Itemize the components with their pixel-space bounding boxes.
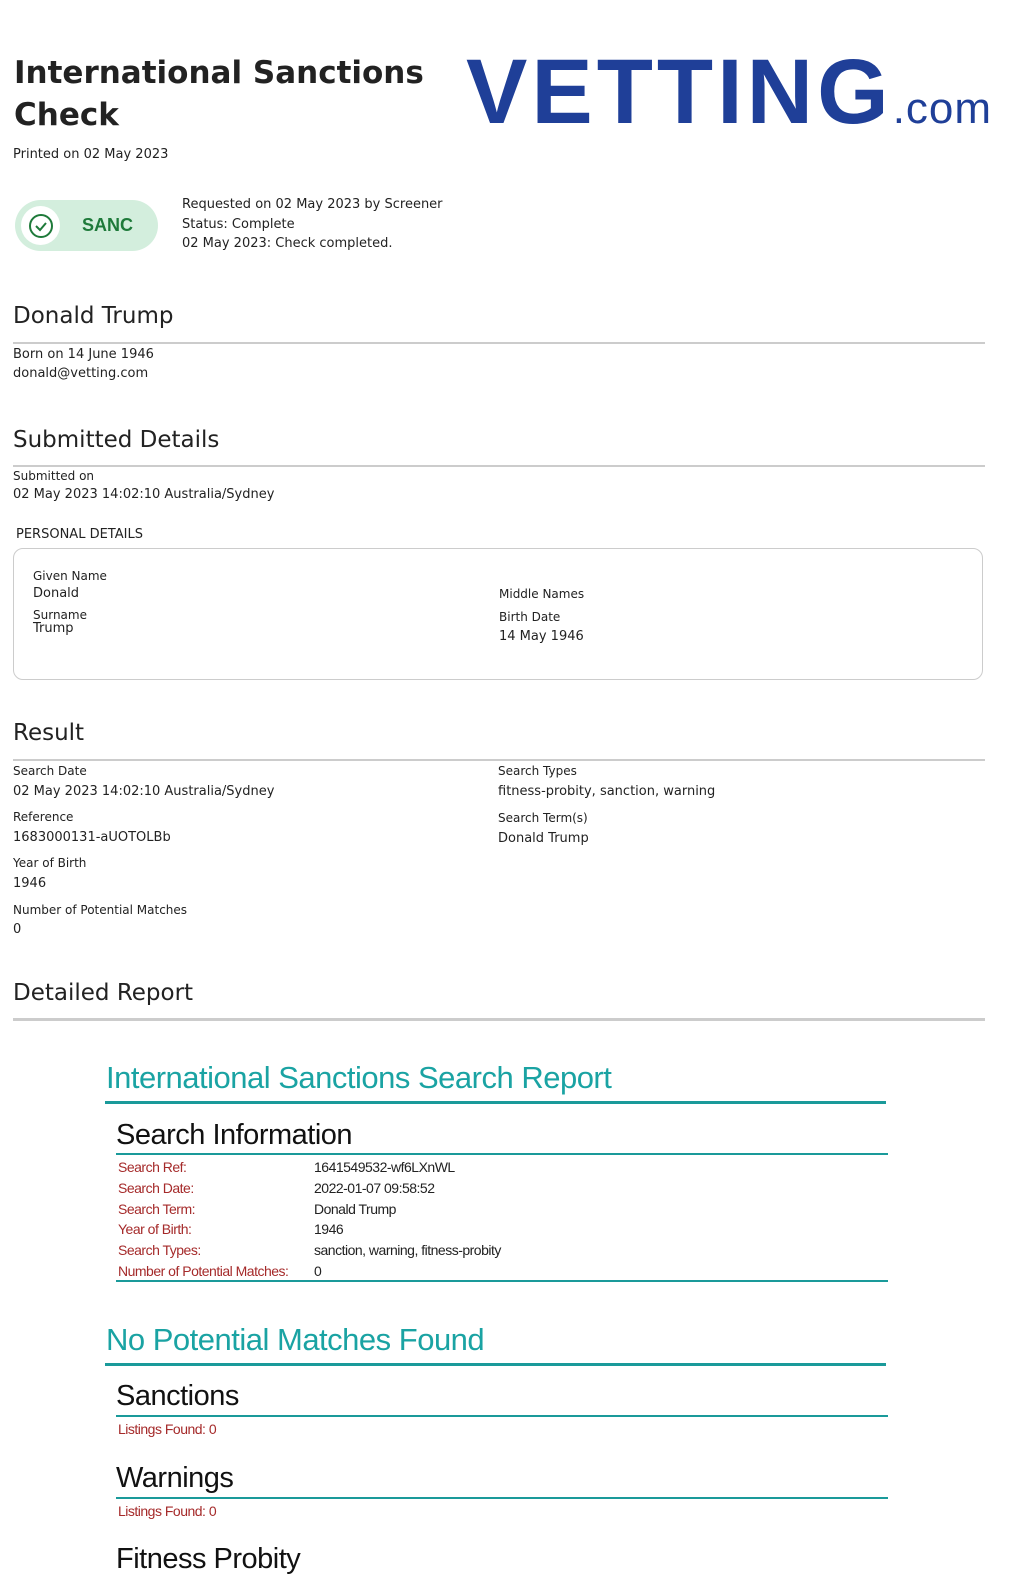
- printed-date: Printed on 02 May 2023: [13, 147, 169, 162]
- report-title: International Sanctions Search Report: [106, 1060, 612, 1095]
- divider: [116, 1153, 888, 1155]
- info-row-label: Number of Potential Matches:: [118, 1263, 289, 1279]
- info-row-value: 0: [314, 1263, 322, 1279]
- status-text: Status: Complete: [182, 216, 295, 232]
- search-info-heading: Search Information: [116, 1119, 353, 1151]
- yob-value: 1946: [13, 876, 47, 891]
- birth-date-label: Birth Date: [499, 610, 561, 624]
- divider: [116, 1415, 888, 1417]
- warnings-listings: Listings Found: 0: [118, 1503, 217, 1519]
- matches-value: 0: [13, 922, 22, 937]
- warnings-heading: Warnings: [116, 1462, 234, 1494]
- submitted-on-value: 02 May 2023 14:02:10 Australia/Sydney: [13, 487, 275, 502]
- log-text: 02 May 2023: Check completed.: [182, 236, 393, 251]
- birth-date-value: 14 May 1946: [499, 629, 584, 644]
- result-heading: Result: [13, 720, 85, 746]
- surname-label: Surname: [33, 608, 87, 622]
- search-types-value: fitness-probity, sanction, warning: [498, 784, 716, 799]
- submitted-heading: Submitted Details: [13, 427, 220, 453]
- info-row-value: 1946: [314, 1221, 344, 1238]
- search-types-label: Search Types: [498, 764, 577, 778]
- no-matches-heading: No Potential Matches Found: [106, 1322, 485, 1357]
- matches-label: Number of Potential Matches: [13, 903, 188, 917]
- reference-label: Reference: [13, 810, 74, 824]
- surname-value: Trump: [33, 621, 74, 636]
- middle-names-label: Middle Names: [499, 587, 585, 601]
- info-row-label: Search Term:: [118, 1200, 195, 1217]
- badge-label: SANC: [82, 215, 134, 235]
- info-row-label: Search Date:: [118, 1179, 194, 1196]
- search-terms-value: Donald Trump: [498, 831, 589, 846]
- born-text: Born on 14 June 1946: [13, 347, 154, 362]
- reference-value: 1683000131-aUOTOLBb: [13, 830, 171, 845]
- info-row-label: Year of Birth:: [118, 1221, 192, 1238]
- divider: [116, 1497, 888, 1499]
- fitness-heading: Fitness Probity: [116, 1543, 301, 1575]
- requested-text: Requested on 02 May 2023 by Screener: [182, 197, 443, 212]
- personal-details-heading: PERSONAL DETAILS: [16, 527, 143, 542]
- info-row-label: Search Types:: [118, 1242, 201, 1259]
- email-text: donald@vetting.com: [13, 366, 149, 381]
- logo-suffix: .com: [892, 84, 993, 133]
- info-row-value: Donald Trump: [314, 1200, 396, 1217]
- submitted-on-label: Submitted on: [13, 469, 95, 483]
- info-row-value: sanction, warning, fitness-probity: [314, 1242, 501, 1259]
- info-row-value: 1641549532-wf6LXnWL: [314, 1159, 455, 1175]
- sanctions-heading: Sanctions: [116, 1380, 239, 1412]
- search-terms-label: Search Term(s): [498, 811, 588, 825]
- given-name-value: Donald: [33, 586, 80, 601]
- page-title: International Sanctions Check: [14, 55, 424, 133]
- info-row-label: Search Ref:: [118, 1159, 187, 1175]
- yob-label: Year of Birth: [13, 856, 87, 870]
- search-date-value: 02 May 2023 14:02:10 Australia/Sydney: [13, 784, 275, 799]
- divider: [105, 1363, 886, 1366]
- given-name-label: Given Name: [33, 569, 107, 583]
- logo-main: VETTING: [466, 41, 893, 143]
- person-name: Donald Trump: [13, 303, 174, 329]
- info-row-value: 2022-01-07 09:58:52: [314, 1179, 435, 1196]
- detailed-report-heading: Detailed Report: [13, 980, 194, 1006]
- divider: [116, 1280, 888, 1282]
- sanctions-listings: Listings Found: 0: [118, 1421, 217, 1437]
- search-date-label: Search Date: [13, 764, 87, 778]
- divider: [105, 1101, 886, 1104]
